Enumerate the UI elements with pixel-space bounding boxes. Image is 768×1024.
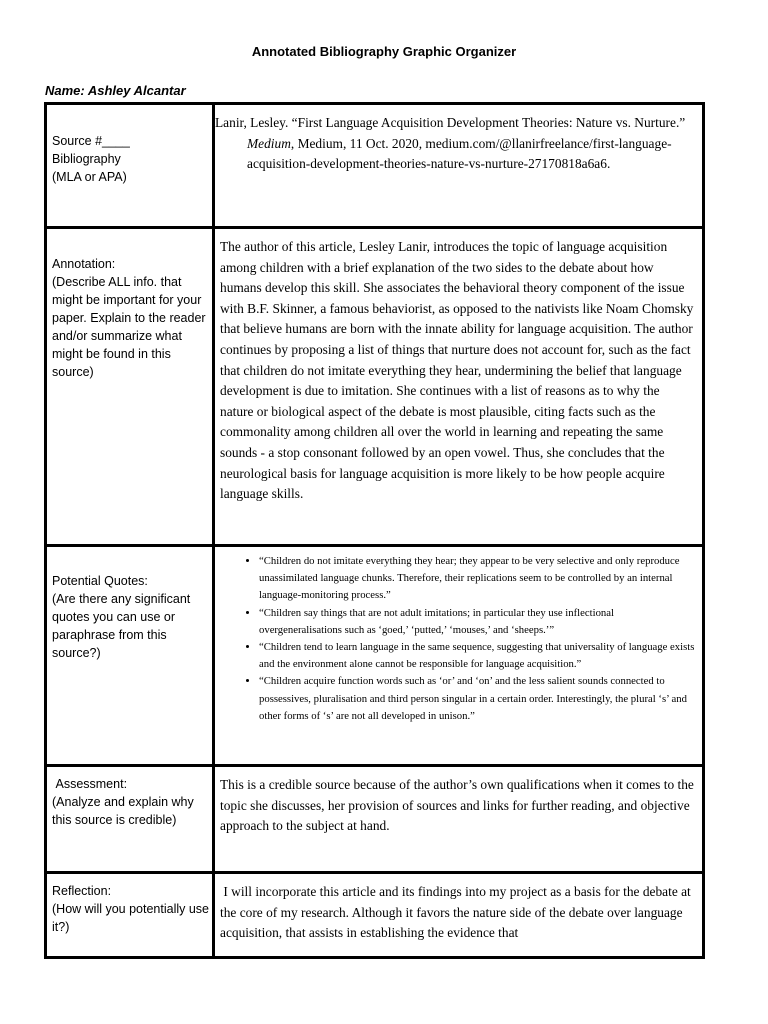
quote-item: • “Children do not imitate everything they hear; they appear to be very selective and only reproduce unassimilated language chunks. Therefore, their replications seem to be controlled by an internal language-monitoring process.” bbox=[259, 553, 696, 605]
quote-item: • “Children tend to learn language in the same sequence, suggesting that universality of language exists and the environment alone cannot be responsible for language acquisition.” bbox=[259, 639, 696, 673]
annotation-cell bbox=[214, 228, 704, 546]
citation-text: Lanir, Lesley. “First Language Acquisition Development Theories: Nature vs. Nurture.” Medium, Medium, 11 Oct. 2020, medium.com/@llanirfreelance/first-language-acquisition-development-theories-nature-vs-nurture-27170818a6a6. bbox=[215, 115, 686, 172]
source-citation-cell bbox=[214, 104, 704, 228]
reflection-label-cell bbox=[46, 873, 214, 958]
student-name: Name: Ashley Alcantar bbox=[45, 83, 186, 98]
annotation-row bbox=[46, 228, 704, 546]
assessment-cell bbox=[214, 766, 704, 873]
annotation-label: Annotation: (Describe ALL info. that might be important for your paper. Explain to the reader and/or summarize what might be found in this source) bbox=[52, 257, 206, 379]
document-title: Annotated Bibliography Graphic Organizer bbox=[251, 44, 517, 59]
reflection-text: I will incorporate this article and its findings into my project as a basis for the debate at the core of my research. Although it favors the nature side of the debate over language acquisition, that assists in establishing the evidence that bbox=[220, 884, 695, 941]
assessment-row bbox=[46, 766, 704, 873]
reflection-label: Reflection: (How will you potentially use it?) bbox=[52, 884, 210, 934]
organizer-table bbox=[44, 102, 705, 959]
format-label: (MLA or APA) bbox=[52, 170, 127, 184]
annotation-label-cell bbox=[46, 228, 214, 546]
publication-name: Medium bbox=[247, 135, 291, 151]
source-row bbox=[46, 104, 704, 228]
quotes-row bbox=[46, 546, 704, 766]
reflection-cell bbox=[214, 873, 704, 958]
quote-item: • “Children say things that are not adult imitations; in particular they use inflectional overgeneralisations such as ‘goed,’ ‘putted,’ ‘mouses,’ and ‘sheeps.’” bbox=[259, 605, 696, 639]
annotation-text: The author of this article, Lesley Lanir, introduces the topic of language acquisition among children with a brief explanation of the two sides to the debate about how humans develop this skill. She associates the behavioral theory component of the issue with B.F. Skinner, a famous behaviorist, as opposed to the nativists like Noam Chomsky that believe humans are born with the innate ability for language acquisition. The author continues by proposing a list of things that nurture does not account for, such as the fact that children do not imitate everything they hear, undermining the belief that language development is due to imitation. She continues with a list of reasons as to why the nature or biological aspect of the debate is most plausible, citing facts such as the commonality among children all over the world in learning and repeating the same sounds - a stop consonant followed by an open vowel. Thus, she concludes that the neurological basis for language acquisition is more likely to be how people acquire language skills. bbox=[220, 239, 694, 502]
assessment-label-cell bbox=[46, 766, 214, 873]
quotes-list bbox=[215, 547, 702, 725]
bibliography-label: Bibliography bbox=[52, 152, 121, 166]
assessment-text: This is a credible source because of the author’s own qualifications when it comes to the topic she discusses, her provision of sources and links for further reading, and objective approach to the subject at hand. bbox=[220, 777, 694, 834]
source-label-cell bbox=[46, 104, 214, 228]
quote-item: • “Children acquire function words such as ‘or’ and ‘on’ and the less salient sounds connected to possessives, pluralisation and third person singular in a certain order. Interestingly, the plural ‘s’ and other forms of ‘s’ are not all developed in unison.” bbox=[259, 673, 696, 725]
reflection-row bbox=[46, 873, 704, 958]
assessment-label: Assessment: (Analyze and explain why this source is credible) bbox=[52, 777, 194, 827]
quotes-cell bbox=[214, 546, 704, 766]
quotes-label-cell bbox=[46, 546, 214, 766]
quotes-label: Potential Quotes: (Are there any significant quotes you can use or paraphrase from this source?) bbox=[52, 574, 191, 660]
source-number-label: Source #____ bbox=[52, 134, 130, 148]
